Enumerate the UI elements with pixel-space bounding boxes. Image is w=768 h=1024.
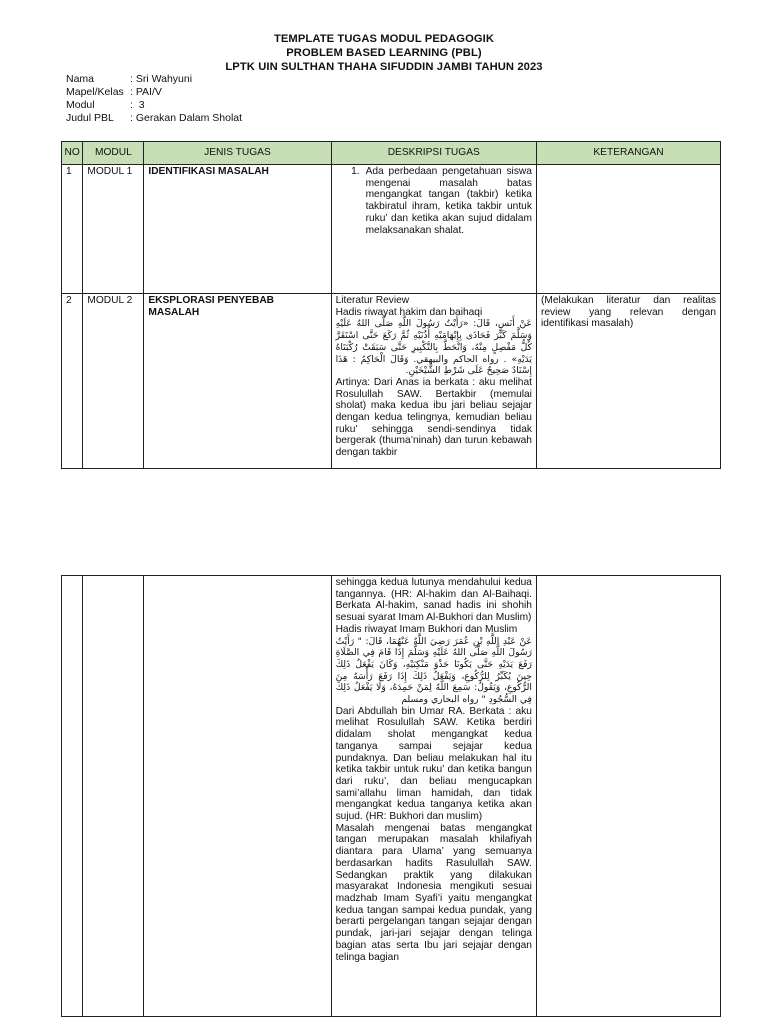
arabic-hadith-text: عَنْ أَنَسٍ، قَالَ: «رَأَيْتُ رَسُولَ اللَّهِ صَلَّى اللهُ عَلَيْهِ وَسَلَّمَ كَبَّرَ فَحَاذَى بِإِبْهَامَيْهِ أُذُنَيْهِ ثُمَّ رَكَعَ حَتَّى اسْتَقَرَّ كُلُّ مَفْصِلٍ مِنْهُ، وَانْحَطَّ بِالتَّكْبِيرِ حَتَّى سَبَقَتْ رُكْبَتَاهُ يَدَيْهِ» . رواه الحاكم والبيهقي. وَقَالَ الْحَاكِمُ : هَذَا إِسْنَادٌ صَحِيحٌ عَلَى شَرْطِ الشَّيْخَيْنِ. <box>335 318 532 377</box>
cell-jenis-tugas: EKSPLORASI PENYEBAB MASALAH <box>144 294 331 469</box>
table-header-row <box>62 142 721 165</box>
title-line-2: PROBLEM BASED LEARNING (PBL) <box>286 47 482 59</box>
cell-deskripsi <box>331 576 536 1017</box>
table-row <box>62 294 721 469</box>
meta-value: : PAI/V <box>130 86 162 98</box>
desc-paragraph: sehingga kedua lutunya mendahului kedua tangannya. (HR: Al-hakim dan Al-Baihaqi. Berkata Al-hakim, sanad hadis ini shohih sesuai syarat Imam Al-Bukhori dan Muslim) <box>335 577 532 624</box>
title-line-3: LPTK UIN SULTHAN THAHA SIFUDDIN JAMBI TAHUN 2023 <box>225 61 543 73</box>
meta-key: Modul <box>66 99 95 111</box>
cell-no: 1 <box>62 165 83 294</box>
meta-row-mapel <box>66 86 242 99</box>
meta-value: : Gerakan Dalam Sholat <box>130 112 243 124</box>
cell-jenis-tugas <box>144 576 331 1017</box>
meta-key: Nama <box>66 73 95 85</box>
desc-paragraph: Hadis riwayat Imam Bukhori dan Muslim <box>335 623 518 635</box>
header-modul: MODUL <box>83 142 144 165</box>
table-row <box>62 576 721 1017</box>
task-table-continued <box>61 575 721 1017</box>
meta-key: Mapel/Kelas <box>66 86 124 98</box>
header-jenis-tugas: JENIS TUGAS <box>144 142 331 165</box>
desc-paragraph: Artinya: Dari Anas ia berkata : aku melihat Rosulullah SAW. Bertakbir (memulai sholat) maka kedua ibu jari beliau sejajar dengan kedua telingnya, kemudian beliau ruku’ sehingga sendi-sendinya tidak bergerak (thuma’ninah) dan turun kebawah dengan takbir <box>335 376 532 459</box>
list-number: 1. <box>351 166 360 177</box>
cell-deskripsi <box>331 294 536 469</box>
meta-row-nama <box>66 73 242 86</box>
meta-value: : 3 <box>130 99 145 111</box>
cell-keterangan: (Melakukan literatur dan realitas review yang relevan dengan identifikasi masalah) <box>536 294 720 469</box>
meta-row-modul <box>66 99 242 112</box>
cell-keterangan <box>536 576 720 1017</box>
desc-paragraph: Masalah mengenai batas mengangkat tangan merupakan masalah khilafiyah diantara para Ulama’ yang semuanya berdasarkan hadits Rasulullah SAW. Sedangkan praktik yang dilakukan masyarakat Indonesia mengikuti sesuai madzhab Imam Syafi’i yaitu mengangkat kedua tangan sampai kedua pundak, yang berarti pergelangan tangan sejajar dengan pundak, jari-jari sejajar dengan telinga bagian atas serta Ibu jari sejajar dengan telinga bagian <box>335 822 532 963</box>
desc-paragraph: Literatur Review <box>335 295 410 306</box>
cell-modul: MODUL 1 <box>83 165 144 294</box>
task-table <box>61 141 721 469</box>
table-row <box>62 165 721 294</box>
identity-block <box>66 73 242 125</box>
cell-jenis-tugas: IDENTIFIKASI MASALAH <box>144 165 331 294</box>
header-keterangan: KETERANGAN <box>536 142 720 165</box>
cell-modul: MODUL 2 <box>83 294 144 469</box>
meta-value: : Sri Wahyuni <box>130 73 193 85</box>
desc-paragraph: Dari Abdullah bin Umar RA. Berkata : aku melihat Rosulullah SAW. Ketika berdiri didalam sholat mengangkat kedua tanganya sampai sejajar kedua pundaknya. Dan beliau melakukan hal itu ketika takbir untuk ruku’ dan ketika bangun dari ruku’, dan beliau mengucapkan sami’allahu liman hamidah, dan tidak mengangkat kedua tanganya ketika akan sujud. (HR: Bukhori dan muslim) <box>335 705 532 823</box>
cell-keterangan <box>536 165 720 294</box>
meta-key: Judul PBL <box>66 112 114 124</box>
desc-paragraph: Hadis riwayat hakim dan baihaqi <box>335 306 483 318</box>
list-text: Ada perbedaan pengetahuan siswa mengenai masalah batas mengangkat tangan (takbir) ketika takbiratul ihram, ketika takbir untuk ruku’ dan ketika akan sujud didalam melaksanakan shalat. <box>365 166 532 236</box>
cell-modul <box>83 576 144 1017</box>
cell-deskripsi <box>331 165 536 294</box>
document-title <box>0 32 768 74</box>
cell-no: 2 <box>62 294 83 469</box>
numbered-list-item <box>336 166 532 236</box>
header-deskripsi-tugas: DESKRIPSI TUGAS <box>331 142 536 165</box>
title-line-1: TEMPLATE TUGAS MODUL PEDAGOGIK <box>273 33 495 45</box>
cell-no <box>62 576 83 1017</box>
arabic-hadith-text: عَنْ عَبْدِ اللَّهِ بْنِ عُمَرَ رَضِيَ اللَّهُ عَنْهُمَا، قَالَ: " رَأَيْتُ رَسُولَ اللَّهِ صَلَّى اللهُ عَلَيْهِ وَسَلَّمَ إِذَا قَامَ فِي الصَّلَاةِ رَفَعَ يَدَيْهِ حَتَّى يَكُونَا حَذْوَ مَنْكِبَيْهِ، وَكَانَ يَفْعَلُ ذَلِكَ حِينَ يُكَبِّرُ لِلرُّكُوعِ، وَيَفْعَلُ ذَلِكَ إِذَا رَفَعَ رَأْسَهُ مِنَ الرُّكُوعِ، وَيَقُولُ: سَمِعَ اللَّهُ لِمَنْ حَمِدَهُ، وَلَا يَفْعَلُ ذَلِكَ فِي السُّجُودِ " رواه البخاري ومسلم <box>335 635 532 706</box>
header-no: NO <box>62 142 83 165</box>
meta-row-judul <box>66 112 242 125</box>
